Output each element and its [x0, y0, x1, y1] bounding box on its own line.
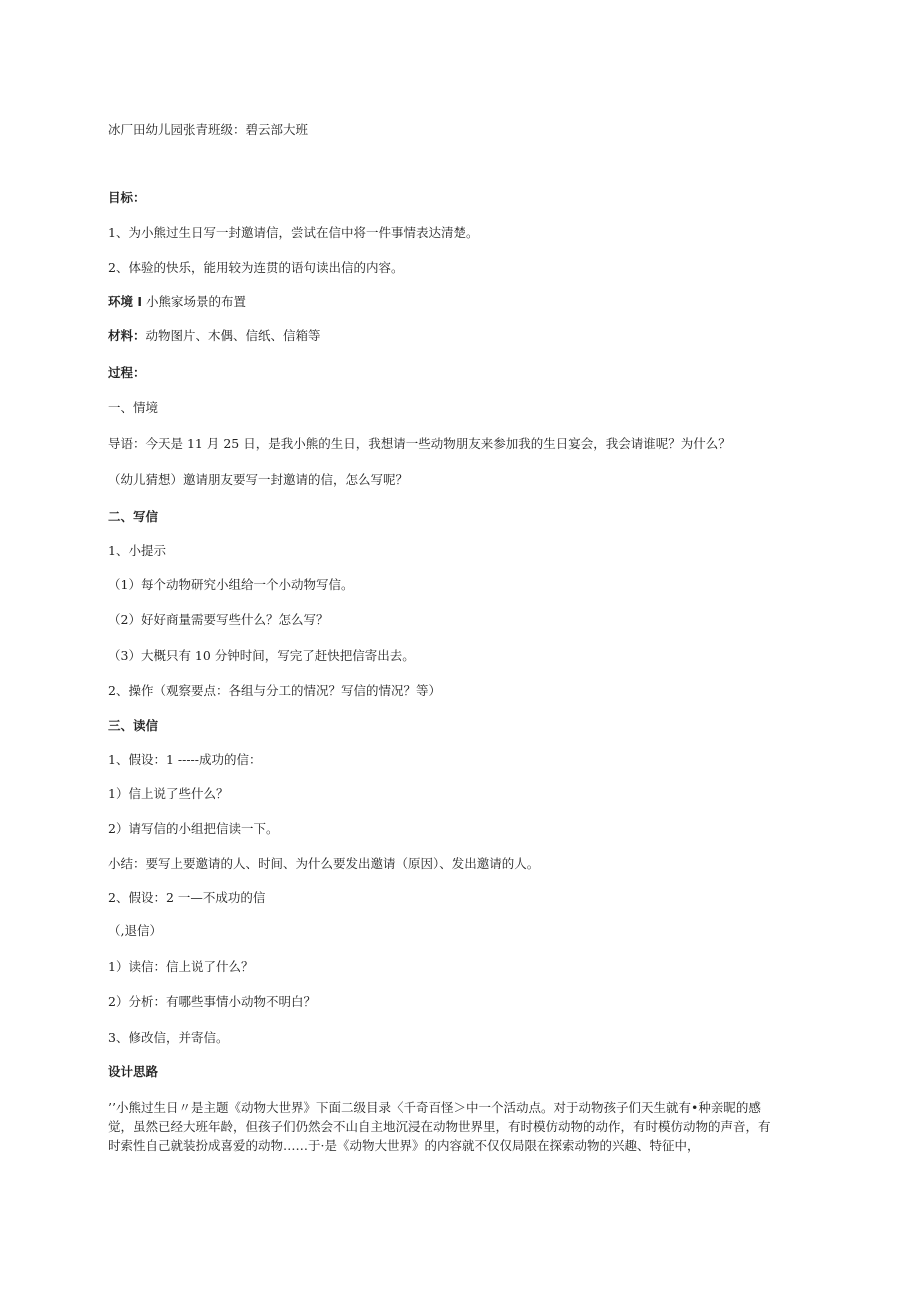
section1-line: （幼儿猜想）邀请朋友要写一封邀请的信，怎么写呢？: [108, 472, 409, 487]
environment-text: 小熊家场景的布置: [146, 294, 247, 309]
section3-line: （,退信）: [108, 923, 162, 938]
section3-line: 1、假设：1 -----成功的信：: [108, 752, 262, 767]
section2-line: （1）每个动物研究小组给一个小动物写信。: [108, 577, 354, 592]
goal-1: 1、为小熊过生日写一封邀请信，尝试在信中将一件事情表达清楚。: [108, 225, 479, 240]
section1-title: 一、情境: [108, 400, 159, 415]
section1-line: 导语：今天是 11 月 25 日，是我小熊的生日，我想请一些动物朋友来参加我的生日宴会，我会请谁呢？为什么？: [108, 436, 731, 451]
section3-title: 三、读信: [108, 718, 159, 733]
section2-line: 2、操作（观察要点：各组与分工的情况？写信的情况？等）: [108, 683, 441, 698]
process-heading: 过程：: [108, 365, 146, 380]
section2-line: （2）好好商量需要写些什么？怎么写？: [108, 612, 329, 627]
design-paragraph: ’’小熊过生日〃是主题《动物大世界》下面二级目录〈千奇百怪＞中一个活动点。对于动物孩子们天生就有•种亲昵的感觉，虽然已经大班年龄，但孩子们仍然会不山自主地沉浸在动物世界里，有时模仿动物的动作，有时模仿动物的声音，有时索性自己就装扮成喜爱的动物……于·是《动物大世界》的内容就不仅仅局限在探索动物的兴趣、特征中，: [108, 1100, 771, 1153]
goals-heading: 目标：: [108, 190, 146, 205]
design-title: 设计思路: [108, 1064, 159, 1079]
section3-line: 2、假设：2 一—不成功的信: [108, 890, 266, 905]
materials-label: 材料：: [108, 328, 146, 343]
section3-line: 2）分析：有哪些事情小动物不明白？: [108, 994, 316, 1009]
materials-line: [108, 327, 788, 345]
section2-line: 1、小提示: [108, 543, 166, 558]
section3-line: 3、修改信，并寄信。: [108, 1030, 229, 1045]
section3-line: 1）读信：信上说了什么？: [108, 959, 254, 974]
section3-line: 2）请写信的小组把信读一下。: [108, 821, 279, 836]
environment-label: 环境 I: [108, 294, 143, 309]
materials-text: 动物图片、木偶、信纸、信箱等: [145, 328, 321, 343]
section3-line: 1）信上说了些什么？: [108, 786, 229, 801]
goal-2: 2、体验的快乐，能用较为连贯的语句读出信的内容。: [108, 260, 404, 275]
section2-line: （3）大概只有 10 分钟时间，写完了赶快把信寄出去。: [108, 648, 415, 663]
document-header: 冰厂田幼儿园张青班级：碧云部大班: [108, 122, 309, 137]
environment-line: [108, 293, 788, 311]
section3-line: 小结：要写上要邀请的人、时间、为什么要发出邀请（原因）、发出邀请的人。: [108, 856, 540, 871]
section2-title: 二、写信: [108, 509, 159, 524]
